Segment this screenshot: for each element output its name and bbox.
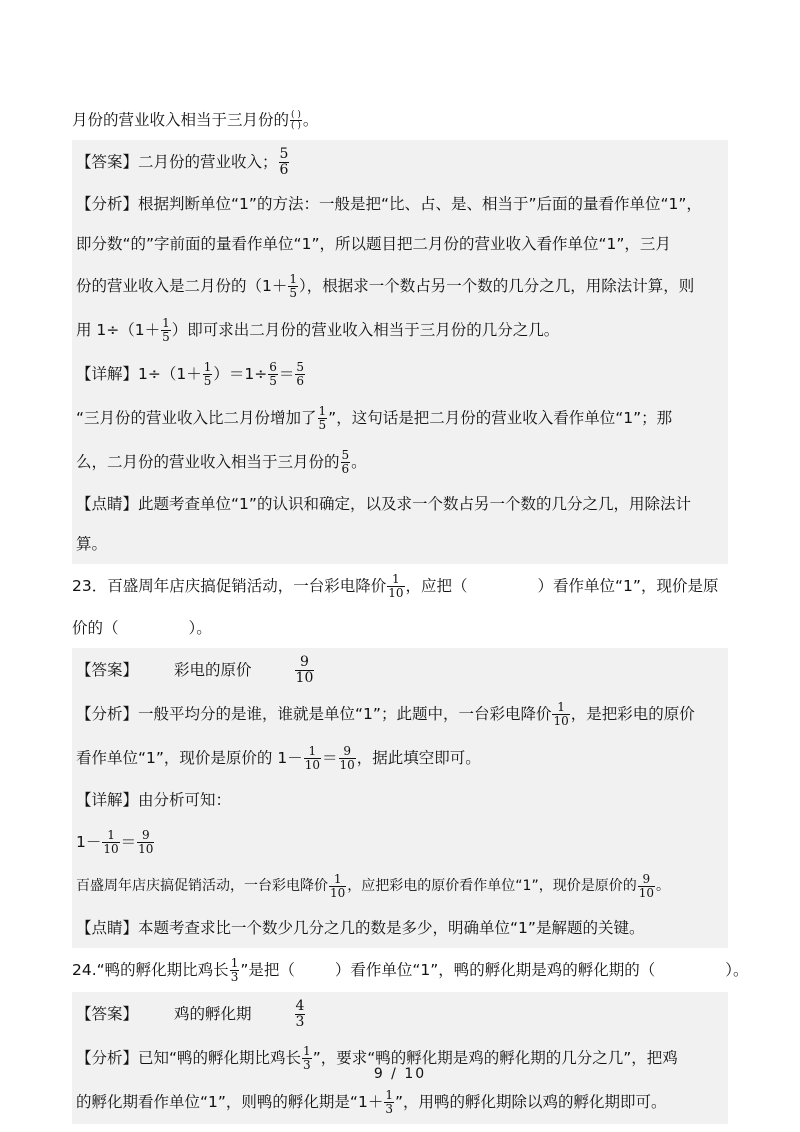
detail-line-3: 百盛周年店庆搞促销活动，一台彩电降价 $\frac{1}{10}$ ，应把彩电的原价看作单位“1”，现价是原价的 $\frac{9}{10}$ 。	[76, 871, 670, 900]
fraction: $\frac{1}{5}$	[203, 360, 212, 388]
fraction: $\frac{1}{3}$	[303, 1044, 311, 1072]
analysis-line-2: 看作单位“1”，现价是原价的 1－ $\frac{1}{10}$ ＝ $\frac{9}{10}$ ，据此填空即可。	[76, 744, 481, 772]
fraction: $\frac{5}{6}$	[341, 448, 350, 476]
detail-line-1: 【详解】1÷（1＋ $\frac{1}{5}$ ）＝1÷ $\frac{6}{5}$ ＝ $\frac{5}{6}$	[76, 360, 305, 388]
answer-block-24	[72, 992, 728, 1124]
fraction: $\frac{9}{10}$	[339, 744, 355, 772]
answer-block-23	[72, 648, 728, 948]
analysis-line-2: 即分数“的”字前面的量看作单位“1”，所以题目把二月份的营业收入看作单位“1”，三月	[76, 235, 671, 253]
fraction: $\frac{1}{10}$	[103, 828, 119, 856]
point-line-2: 算。	[76, 535, 108, 553]
detail-line-2: 1－ $\frac{1}{10}$ ＝ $\frac{9}{10}$	[76, 828, 154, 856]
fraction: $\frac{4}{3}$	[295, 998, 305, 1030]
fraction: $\frac{9}{10}$	[295, 654, 314, 686]
fraction: $\frac{1}{10}$	[388, 572, 404, 600]
fraction: $\frac{1}{5}$	[318, 404, 327, 432]
question-23-line-2: 价的（ ）。	[72, 619, 212, 637]
fraction: $\frac{1}{3}$	[230, 956, 239, 984]
answer-block-22	[72, 140, 728, 564]
answer-line: 【答案】 鸡的孵化期 $\frac{4}{3}$	[76, 998, 305, 1030]
analysis-line-4: 用 1÷（1＋ $\frac{1}{5}$ ）即可求出二月份的营业收入相当于三月份的几分之几。	[76, 316, 560, 344]
fraction: $\frac{5}{6}$	[279, 146, 289, 178]
fraction: $\frac{1}{3}$	[385, 1088, 393, 1116]
fraction: $\frac{1}{10}$	[330, 871, 346, 900]
analysis-line-1: 【分析】一般平均分的是谁，谁就是单位“1”；此题中，一台彩电降价 $\frac{1}{10}$ ，是把彩电的原价	[76, 700, 695, 728]
point-line-1: 【点睛】此题考查单位“1”的认识和确定，以及求一个数占另一个数的几分之几，用除法计	[76, 495, 691, 513]
document-page	[72, 100, 749, 1124]
analysis-line-1: 【分析】根据判断单位“1”的方法：一般是把“比、占、是、相当于”后面的量看作单位“1”，	[76, 195, 702, 213]
detail-line-1: 【详解】由分析可知：	[76, 791, 232, 809]
fraction: $\frac{1}{5}$	[289, 272, 298, 300]
question-22-tail: 月份的营业收入相当于三月份的 $\frac{( )}{( )}$ 。	[72, 110, 319, 131]
answer-line: 【答案】二月份的营业收入； $\frac{5}{6}$	[76, 146, 289, 178]
blank-fraction: $\frac{( )}{( )}$	[291, 110, 301, 131]
question-23-line-1: 23．百盛周年店庆搞促销活动，一台彩电降价 $\frac{1}{10}$ ，应把（ ）看作单位“1”，现价是原	[72, 572, 719, 600]
fraction: $\frac{1}{10}$	[553, 700, 569, 728]
analysis-line-3: 份的营业收入是二月份的（1＋ $\frac{1}{5}$ ），根据求一个数占另一个数的几分之几，用除法计算，则	[76, 272, 695, 300]
detail-line-2: “三月份的营业收入比二月份增加了 $\frac{1}{5}$ ”，这句话是把二月份的营业收入看作单位“1”；那	[76, 404, 673, 432]
detail-line-3: 么，二月份的营业收入相当于三月份的 $\frac{5}{6}$ 。	[76, 448, 367, 476]
fraction: $\frac{1}{10}$	[304, 744, 320, 772]
fraction: $\frac{1}{5}$	[162, 316, 170, 344]
answer-line: 【答案】 彩电的原价 $\frac{9}{10}$	[76, 654, 314, 686]
fraction: $\frac{5}{6}$	[296, 360, 305, 388]
page-number: 9 / 10	[373, 1066, 427, 1082]
analysis-line-1: 【分析】已知“鸭的孵化期比鸡长 $\frac{1}{3}$ ”，要求“鸭的孵化期是鸡的孵化期的几分之几”，把鸡	[76, 1044, 678, 1072]
fraction: $\frac{6}{5}$	[269, 360, 277, 388]
analysis-line-2: 的孵化期看作单位“1”，则鸭的孵化期是“1＋ $\frac{1}{3}$ ”，用鸭的孵化期除以鸡的孵化期即可。	[76, 1088, 667, 1116]
point-line: 【点睛】本题考查求比一个数少几分之几的数是多少，明确单位“1”是解题的关键。	[76, 919, 645, 937]
fraction: $\frac{9}{10}$	[638, 871, 654, 900]
question-24-line-1: 24.“鸭的孵化期比鸡长 $\frac{1}{3}$ ”是把（ ）看作单位“1”，鸭的孵化期是鸡的孵化期的（ ）。	[72, 956, 749, 984]
fraction: $\frac{9}{10}$	[138, 828, 154, 856]
